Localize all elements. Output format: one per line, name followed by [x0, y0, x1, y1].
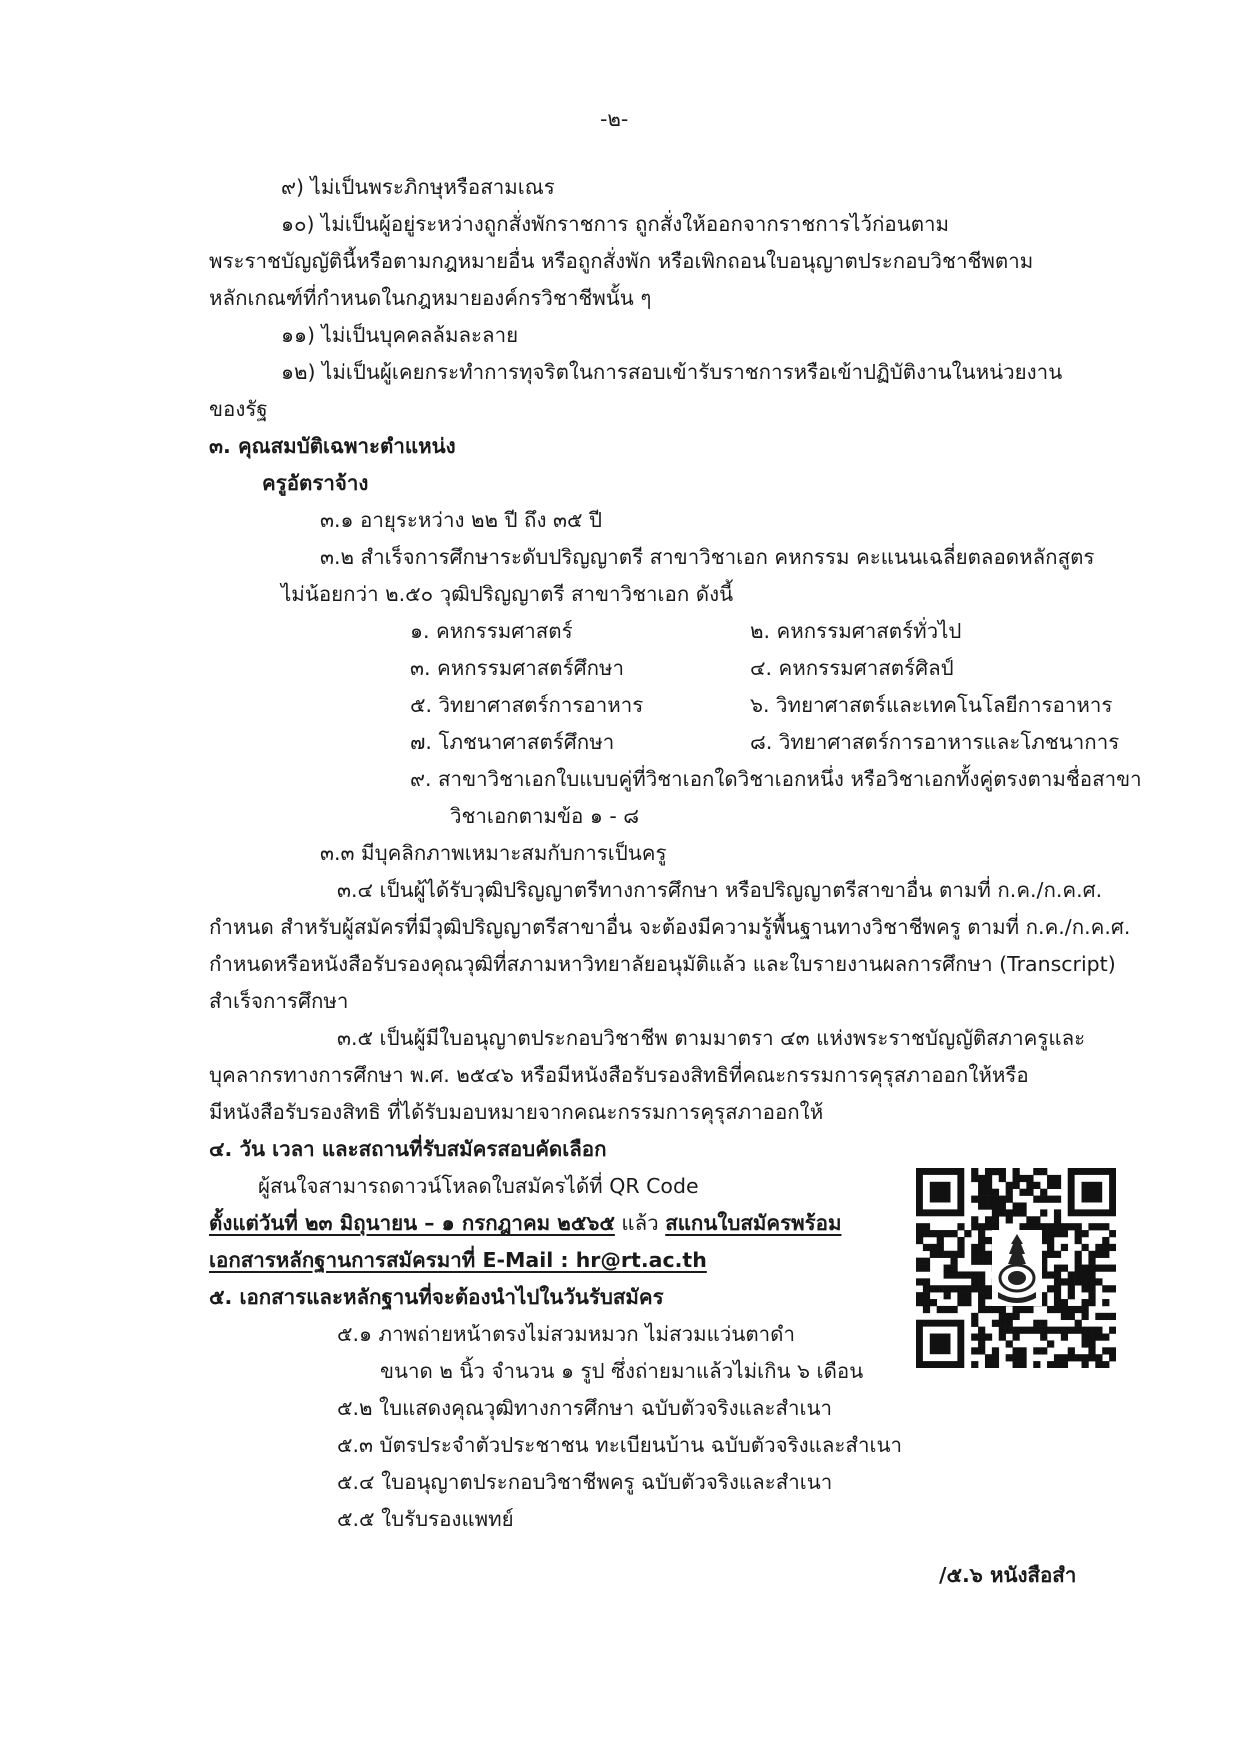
- item-3-1: ๓.๑ อายุระหว่าง ๒๒ ปี ถึง ๓๕ ปี: [320, 508, 603, 532]
- major-3: ๓. คหกรรมศาสตร์ศึกษา: [410, 656, 625, 680]
- item-3-4-cont-3: สำเร็จการศึกษา: [209, 989, 349, 1013]
- item-3-4-cont-2: กำหนดหรือหนังสือรับรองคุณวุฒิที่สภามหาวิทยาลัยอนุมัติแล้ว และใบรายงานผลการศึกษา (Transcript): [209, 952, 1116, 976]
- section-5-heading: ๕. เอกสารและหลักฐานที่จะต้องนำไปในวันรับสมัคร: [209, 1285, 664, 1309]
- page-number: -๒-: [600, 107, 629, 131]
- item-10: ๑๐) ไม่เป็นผู้อยู่ระหว่างถูกสั่งพักราชการ ถูกสั่งให้ออกจากราชการไว้ก่อนตาม: [281, 212, 950, 236]
- application-dates: ตั้งแต่วันที่ ๒๓ มิถุนายน – ๑ กรกฎาคม ๒๕๖๕: [209, 1211, 615, 1235]
- major-9-cont: วิชาเอกตามข้อ ๑ - ๘: [450, 804, 640, 828]
- item-5-4: ๕.๔ ใบอนุญาตประกอบวิชาชีพครู ฉบับตัวจริงและสำเนา: [337, 1470, 833, 1494]
- section-3-heading: ๓. คุณสมบัติเฉพาะตำแหน่ง: [209, 434, 456, 458]
- item-3-5-cont-1: บุคลากรทางการศึกษา พ.ศ. ๒๕๔๖ หรือมีหนังสือรับรองสิทธิที่คณะกรรมการคุรุสภาออกให้หรือ: [209, 1063, 1029, 1087]
- item-5-3: ๕.๓ บัตรประจำตัวประชาชน ทะเบียนบ้าน ฉบับตัวจริงและสำเนา: [337, 1433, 902, 1457]
- item-3-2: ๓.๒ สำเร็จการศึกษาระดับปริญญาตรี สาขาวิชาเอก คหกรรม คะแนนเฉลี่ยตลอดหลักสูตร: [320, 545, 1095, 569]
- item-10-cont-2: หลักเกณฑ์ที่กำหนดในกฎหมายองค์กรวิชาชีพนั้น ๆ: [209, 286, 652, 310]
- continuation-note: /๕.๖ หนังสือสำ: [939, 1563, 1077, 1587]
- major-4: ๔. คหกรรมศาสตร์ศิลป์: [750, 656, 954, 680]
- item-5-2: ๕.๒ ใบแสดงคุณวุฒิทางการศึกษา ฉบับตัวจริงและสำเนา: [337, 1396, 833, 1420]
- major-8: ๘. วิทยาศาสตร์การอาหารและโภชนาการ: [750, 730, 1120, 754]
- email-instruction[interactable]: เอกสารหลักฐานการสมัครมาที่ E-Mail : hr@rt.ac.th: [209, 1248, 707, 1272]
- major-6: ๖. วิทยาศาสตร์และเทคโนโลยีการอาหาร: [750, 693, 1113, 717]
- item-3-2-cont: ไม่น้อยกว่า ๒.๕๐ วุฒิปริญญาตรี สาขาวิชาเอก ดังนี้: [281, 582, 734, 606]
- item-5-1-cont: ขนาด ๒ นิ้ว จำนวน ๑ รูป ซึ่งถ่ายมาแล้วไม่เกิน ๖ เดือน: [380, 1359, 864, 1383]
- item-3-4-cont-1: กำหนด สำหรับผู้สมัครที่มีวุฒิปริญญาตรีสาขาอื่น จะต้องมีความรู้พื้นฐานทางวิชาชีพครู ตามที่ ก.ค./ก.ค.ศ.: [209, 915, 1131, 939]
- major-2: ๒. คหกรรมศาสตร์ทั่วไป: [750, 619, 962, 643]
- application-then: แล้ว: [614, 1211, 666, 1235]
- major-5: ๕. วิทยาศาสตร์การอาหาร: [410, 693, 644, 717]
- item-5-5: ๕.๕ ใบรับรองแพทย์: [337, 1507, 514, 1531]
- position-title: ครูอัตราจ้าง: [262, 471, 369, 495]
- item-3-3: ๓.๓ มีบุคลิกภาพเหมาะสมกับการเป็นครู: [320, 841, 667, 865]
- application-period: [209, 1208, 841, 1238]
- item-3-5: ๓.๕ เป็นผู้มีใบอนุญาตประกอบวิชาชีพ ตามมาตรา ๔๓ แห่งพระราชบัญญัติสภาครูและ: [337, 1026, 1086, 1050]
- scan-instruction: สแกนใบสมัครพร้อม: [665, 1211, 842, 1235]
- section-4-heading: ๔. วัน เวลา และสถานที่รับสมัครสอบคัดเลือก: [209, 1137, 607, 1161]
- item-3-5-cont-2: มีหนังสือรับรองสิทธิ ที่ได้รับมอบหมายจากคณะกรรมการคุรุสภาออกให้: [209, 1100, 824, 1124]
- item-3-4: ๓.๔ เป็นผู้ได้รับวุฒิปริญญาตรีทางการศึกษา หรือปริญญาตรีสาขาอื่น ตามที่ ก.ค./ก.ค.ศ.: [337, 878, 1103, 902]
- item-9: ๙) ไม่เป็นพระภิกษุหรือสามเณร: [281, 175, 555, 199]
- major-1: ๑. คหกรรมศาสตร์: [410, 619, 573, 643]
- item-12: ๑๒) ไม่เป็นผู้เคยกระทำการทุจริตในการสอบเข้ารับราชการหรือเข้าปฏิบัติงานในหน่วยงาน: [281, 360, 1063, 384]
- qr-code[interactable]: [916, 1168, 1116, 1368]
- major-9: ๙. สาขาวิชาเอกใบแบบคู่ที่วิชาเอกใดวิชาเอกหนึ่ง หรือวิชาเอกทั้งคู่ตรงตามชื่อสาขา: [410, 767, 1142, 791]
- item-12-cont: ของรัฐ: [209, 397, 268, 421]
- download-info: ผู้สนใจสามารถดาวน์โหลดใบสมัครได้ที่ QR Code: [258, 1174, 699, 1198]
- item-5-1: ๕.๑ ภาพถ่ายหน้าตรงไม่สวมหมวก ไม่สวมแว่นตาดำ: [337, 1322, 795, 1346]
- item-11: ๑๑) ไม่เป็นบุคคลล้มละลาย: [281, 323, 519, 347]
- major-7: ๗. โภชนาศาสตร์ศึกษา: [410, 730, 615, 754]
- item-10-cont-1: พระราชบัญญัตินี้หรือตามกฎหมายอื่น หรือถูกสั่งพัก หรือเพิกถอนใบอนุญาตประกอบวิชาชีพตาม: [209, 249, 1034, 273]
- emblem-icon: [992, 1230, 1042, 1306]
